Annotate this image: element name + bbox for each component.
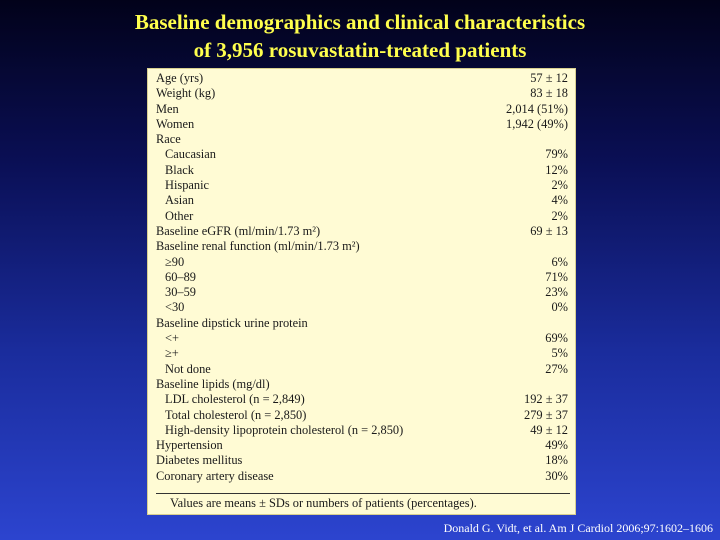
row-value: 79% [545, 147, 568, 162]
table-row [156, 255, 568, 270]
table-row [156, 331, 568, 346]
row-label: Baseline eGFR (ml/min/1.73 m²) [156, 223, 321, 238]
table-row [156, 377, 568, 392]
row-value: 23% [545, 285, 568, 300]
table-row [156, 423, 568, 438]
row-label: Hypertension [156, 438, 223, 453]
row-value: 2% [551, 208, 568, 223]
row-label: Race [156, 132, 181, 147]
table-row [156, 392, 568, 407]
row-value: 5% [551, 346, 568, 361]
table-panel [147, 68, 576, 515]
row-label: Asian [165, 193, 194, 208]
row-label: ≥90 [165, 254, 185, 269]
table-row [156, 438, 568, 453]
row-value: 71% [545, 269, 568, 284]
table-footnote: Values are means ± SDs or numbers of patients (percentages). [170, 496, 477, 510]
row-value: 49% [545, 438, 568, 453]
row-label: Not done [165, 361, 211, 376]
row-value: 2,014 (51%) [506, 101, 568, 116]
row-label: Weight (kg) [156, 86, 216, 101]
table-row [156, 453, 568, 468]
row-value: 27% [545, 361, 568, 376]
row-label: LDL cholesterol (n = 2,849) [165, 392, 305, 407]
table-row [156, 163, 568, 178]
footnote-divider [156, 493, 570, 494]
row-label: Caucasian [165, 147, 216, 162]
row-label: ≥+ [165, 346, 179, 361]
row-value: 69 ± 13 [530, 223, 568, 238]
row-value: 0% [551, 300, 568, 315]
row-value: 2% [551, 178, 568, 193]
row-label: Total cholesterol (n = 2,850) [165, 407, 307, 422]
slide-title-line-2: of 3,956 rosuvastatin-treated patients [193, 38, 527, 62]
row-value: 4% [551, 193, 568, 208]
row-label: <30 [165, 300, 185, 315]
table-row [156, 300, 568, 315]
row-value: 30% [545, 468, 568, 483]
row-label: High-density lipoprotein cholesterol (n = 2,850) [165, 422, 404, 437]
table-row [156, 71, 568, 86]
table-row [156, 408, 568, 423]
table-row [156, 132, 568, 147]
table-row [156, 102, 568, 117]
row-label: Men [156, 101, 179, 116]
slide-title [0, 8, 720, 64]
row-value: 49 ± 12 [530, 422, 568, 437]
table-row [156, 270, 568, 285]
row-label: Baseline renal function (ml/min/1.73 m²) [156, 239, 360, 254]
row-label: Other [165, 208, 194, 223]
table-row [156, 209, 568, 224]
table-row [156, 193, 568, 208]
row-label: Hispanic [165, 178, 210, 193]
table-row [156, 346, 568, 361]
table-row [156, 316, 568, 331]
slide-title-line-1: Baseline demographics and clinical characteristics [134, 10, 586, 34]
row-value: 1,942 (49%) [506, 116, 568, 131]
table-row [156, 86, 568, 101]
row-value: 279 ± 37 [524, 407, 568, 422]
row-value: 57 ± 12 [530, 71, 568, 85]
row-value: 12% [545, 162, 568, 177]
table-row [156, 362, 568, 377]
row-label: 30–59 [165, 285, 196, 300]
table-row [156, 285, 568, 300]
table-row [156, 178, 568, 193]
row-label: Age (yrs) [156, 71, 204, 85]
row-value: 18% [545, 453, 568, 468]
citation: Donald G. Vidt, et al. Am J Cardiol 2006;97:1602–1606 [443, 521, 713, 535]
row-label: Diabetes mellitus [156, 453, 243, 468]
table-row [156, 117, 568, 132]
row-label: Baseline dipstick urine protein [156, 315, 308, 330]
row-label: Coronary artery disease [156, 468, 274, 483]
row-label: 60–89 [165, 269, 196, 284]
row-label: Women [156, 116, 195, 131]
row-label: Baseline lipids (mg/dl) [156, 376, 270, 391]
table-row [156, 147, 568, 162]
characteristics-table [156, 71, 568, 484]
row-label: Black [165, 162, 194, 177]
row-value: 83 ± 18 [530, 86, 568, 101]
row-value: 6% [551, 254, 568, 269]
row-value: 192 ± 37 [524, 392, 568, 407]
row-label: <+ [165, 331, 179, 346]
table-row [156, 239, 568, 254]
row-value: 69% [545, 331, 568, 346]
table-row [156, 224, 568, 239]
table-row [156, 469, 568, 484]
